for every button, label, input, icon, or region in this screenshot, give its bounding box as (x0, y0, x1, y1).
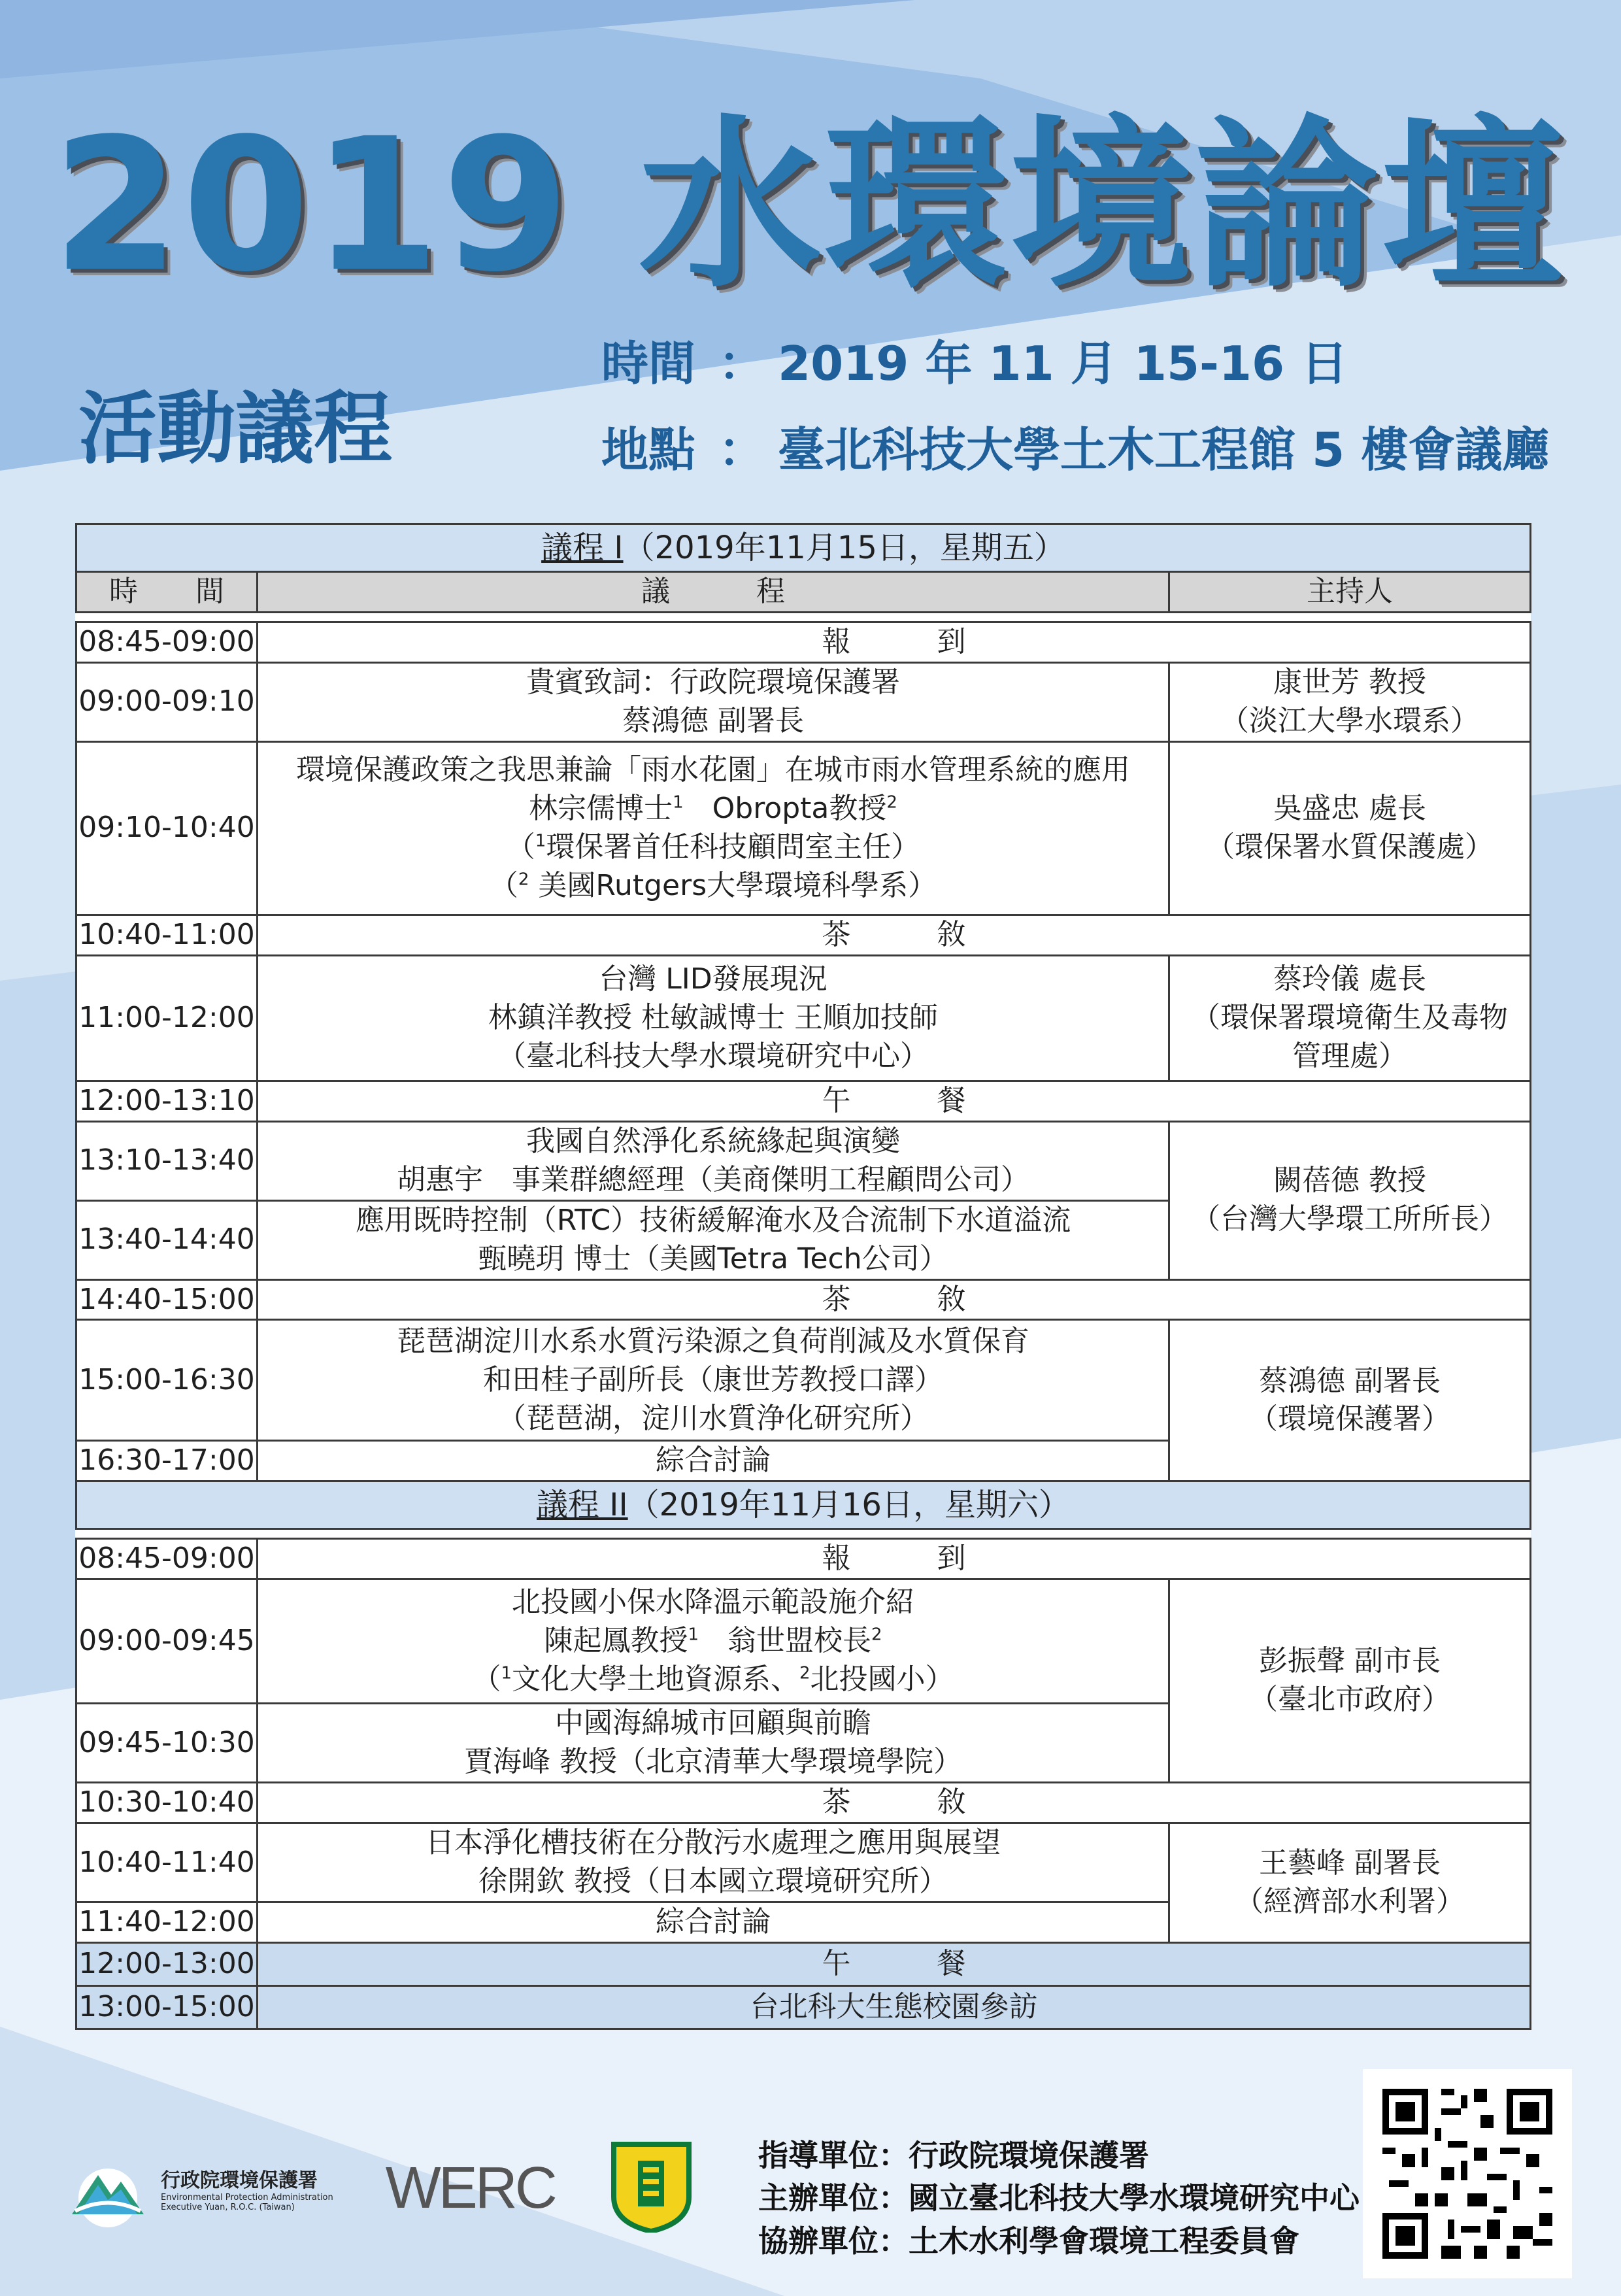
time-cell: 08:45-09:00 (76, 622, 258, 662)
time-cell: 11:00-12:00 (76, 955, 258, 1081)
shield-icon (610, 2141, 692, 2233)
col-header-agenda: 議 程 (258, 572, 1169, 613)
page-title: 2019 水環境論壇 (52, 99, 1567, 312)
agenda-line: 我國自然淨化系統緣起與演變 (526, 1124, 900, 1158)
speaker-1: 林宗儒博士 (529, 791, 673, 825)
org-co-host: 協辦單位：土木水利學會環境工程委員會 (758, 2223, 1299, 2259)
speaker-1: 陳起鳳教授 (544, 1624, 688, 1658)
time-cell: 10:40-11:40 (76, 1823, 258, 1902)
host-name: 康世芳 教授 (1273, 665, 1426, 699)
host-cell (1169, 1121, 1531, 1279)
time-cell: 15:00-16:30 (76, 1320, 258, 1441)
time-cell: 13:00-15:00 (76, 1986, 258, 2029)
agenda-line: （琵琶湖，淀川水質浄化研究所） (497, 1401, 929, 1435)
host-cell (1169, 1579, 1531, 1783)
host-name: 彭振聲 副市長 (1259, 1644, 1441, 1678)
agenda-line: 陳起鳳教授$^1$ 翁世盟校長$^2$ (544, 1624, 882, 1658)
time-cell: 16:30-17:00 (76, 1441, 258, 1481)
host-org: （淡江大學水環系） (1220, 703, 1479, 737)
agenda-line: 中國海綿城市回顧與前瞻 (555, 1706, 871, 1740)
host-org: 管理處） (1292, 1039, 1407, 1073)
time-cell: 14:40-15:00 (76, 1279, 258, 1320)
host-org: （台灣大學環工所所長） (1192, 1202, 1508, 1236)
table-row (76, 1320, 1531, 1441)
agenda-cell: 茶 敘 (258, 1783, 1531, 1823)
time-cell: 09:00-09:45 (76, 1579, 258, 1704)
agenda-line: 貴賓致詞：行政院環境保護署 (526, 665, 900, 699)
table-row (76, 622, 1531, 662)
agenda-cell (258, 955, 1169, 1081)
table-row (76, 1579, 1531, 1704)
logo-row (59, 2141, 692, 2235)
civil-society-logo (610, 2141, 692, 2235)
day2-section-row (76, 1481, 1531, 1529)
agenda-line: 林宗儒博士$^1$ Obropta教授$^2$ (529, 791, 897, 825)
time-cell: 09:10-10:40 (76, 741, 258, 915)
table-row (76, 662, 1531, 741)
affiliation-2: 北投國小） (810, 1663, 954, 1697)
agenda-cell (258, 1121, 1169, 1200)
agenda-line: （$^1$文化大學土地資源系、$^2$北投國小） (472, 1663, 954, 1697)
table-row (76, 955, 1531, 1081)
host-cell (1169, 741, 1531, 915)
table-row (76, 1943, 1531, 1986)
host-cell (1169, 955, 1531, 1081)
day2-title-prefix: 議程 II (537, 1487, 628, 1524)
affiliation-1: 文化大學土地資源系、 (512, 1663, 799, 1697)
organizers (758, 2135, 1360, 2263)
host-name: 吳盛忠 處長 (1273, 791, 1426, 825)
host-name: 王藝峰 副署長 (1259, 1846, 1441, 1880)
time-cell: 10:30-10:40 (76, 1783, 258, 1823)
gap-row (76, 1529, 1531, 1539)
host-cell (1169, 1320, 1531, 1481)
table-row (76, 1823, 1531, 1902)
epa-name-en2: Executive Yuan, R.O.C. (Taiwan) (161, 2203, 295, 2212)
affiliation-1: 環保署首任科技顧問室主任） (546, 830, 920, 864)
org-host: 主辦單位：國立臺北科技大學水環境研究中心 (758, 2180, 1360, 2216)
agenda-line: 甄曉玥 博士（美國Tetra Tech公司） (478, 1241, 948, 1275)
table-row (76, 1081, 1531, 1121)
agenda-cell (258, 1579, 1169, 1704)
epa-mountain-icon (59, 2149, 157, 2227)
day1-section-row (76, 524, 1531, 572)
org-guide: 指導單位：行政院環境保護署 (758, 2138, 1149, 2173)
agenda-line: 環境保護政策之我思兼論「雨水花園」在城市雨水管理系統的應用 (296, 752, 1130, 786)
epa-name-cn: 行政院環境保護署 (161, 2169, 318, 2192)
agenda-cell: 午 餐 (258, 1081, 1531, 1121)
schedule-panel (75, 523, 1529, 2024)
qr-code[interactable] (1363, 2069, 1572, 2278)
agenda-cell: 午 餐 (258, 1943, 1531, 1986)
host-name: 闕蓓德 教授 (1273, 1164, 1426, 1198)
place-label: 地點 (601, 422, 696, 477)
affiliation-2: 美國Rutgers大學環境科學系） (529, 868, 937, 902)
time-value: 2019 年 11 月 15-16 日 (778, 336, 1348, 391)
agenda-cell: 茶 敘 (258, 1279, 1531, 1320)
host-org: （臺北市政府） (1249, 1683, 1450, 1717)
agenda-cell: 台北科大生態校園參訪 (258, 1986, 1531, 2029)
table-header-row (76, 572, 1531, 613)
agenda-line: 日本淨化槽技術在分散污水處理之應用與展望 (426, 1826, 1001, 1860)
speaker-2: Obropta教授 (712, 791, 887, 825)
agenda-line: 和田桂子副所長（康世芳教授口譯） (483, 1363, 943, 1396)
host-name: 蔡玲儀 處長 (1273, 962, 1426, 996)
event-info (601, 336, 1550, 513)
time-cell: 12:00-13:10 (76, 1081, 258, 1121)
agenda-cell (258, 1704, 1169, 1783)
agenda-line: 徐開欽 教授（日本國立環境研究所） (478, 1865, 948, 1899)
agenda-table (75, 523, 1531, 2030)
col-header-time: 時 間 (76, 572, 258, 613)
agenda-line: （臺北科技大學水環境研究中心） (497, 1039, 929, 1073)
agenda-line: （$^1$環保署首任科技顧問室主任） (506, 830, 920, 864)
agenda-cell: 報 到 (258, 622, 1531, 662)
place-value: 臺北科技大學土木工程館 5 樓會議廳 (778, 422, 1550, 477)
agenda-line: （$^2$ 美國Rutgers大學環境科學系） (489, 868, 937, 902)
agenda-line: 蔡鴻德 副署長 (622, 703, 804, 737)
agenda-cell (258, 662, 1169, 741)
agenda-cell (258, 1200, 1169, 1279)
time-cell: 12:00-13:00 (76, 1943, 258, 1986)
qr-code-icon (1382, 2089, 1552, 2259)
table-row (76, 1121, 1531, 1200)
agenda-line: 台灣 LID發展現況 (599, 962, 827, 996)
time-cell: 13:10-13:40 (76, 1121, 258, 1200)
table-row (76, 1279, 1531, 1320)
table-row (76, 741, 1531, 915)
table-row (76, 915, 1531, 955)
host-cell (1169, 662, 1531, 741)
time-cell: 09:00-09:10 (76, 662, 258, 741)
time-colon: ： (718, 336, 765, 391)
agenda-line: 北投國小保水降溫示範設施介紹 (512, 1585, 914, 1619)
agenda-line: 琵琶湖淀川水系水質污染源之負荷削減及水質保育 (397, 1325, 1029, 1359)
table-row (76, 1539, 1531, 1579)
place-colon: ： (718, 422, 765, 477)
time-cell: 09:45-10:30 (76, 1704, 258, 1783)
agenda-cell: 茶 敘 (258, 915, 1531, 955)
host-org: （環境保護署） (1249, 1402, 1450, 1436)
day2-section-title (76, 1481, 1531, 1529)
day1-section-title (76, 524, 1531, 572)
agenda-cell: 報 到 (258, 1539, 1531, 1579)
host-name: 蔡鴻德 副署長 (1259, 1364, 1441, 1398)
day2-title-rest: （2019年11月16日，星期六） (627, 1487, 1070, 1524)
col-header-host: 主持人 (1169, 572, 1531, 613)
place-row (601, 422, 1550, 477)
time-cell: 08:45-09:00 (76, 1539, 258, 1579)
time-cell: 13:40-14:40 (76, 1200, 258, 1279)
time-label: 時間 (601, 336, 696, 391)
werc-logo: WERC (385, 2155, 555, 2221)
agenda-cell: 綜合討論 (258, 1902, 1169, 1943)
host-org: （經濟部水利署） (1235, 1885, 1465, 1919)
table-row (76, 1783, 1531, 1823)
agenda-subtitle: 活動議程 (78, 384, 392, 475)
agenda-cell: 綜合討論 (258, 1441, 1169, 1481)
agenda-cell (258, 1823, 1169, 1902)
agenda-cell (258, 741, 1169, 915)
agenda-line: 林鎮洋教授 杜敏誠博士 王順加技師 (488, 1000, 938, 1034)
epa-logo (59, 2149, 333, 2227)
speaker-2: 翁世盟校長 (727, 1624, 871, 1658)
host-org: （環保署水質保護處） (1206, 830, 1494, 864)
host-org: （環保署環境衛生及毒物 (1192, 1000, 1508, 1034)
time-cell: 10:40-11:00 (76, 915, 258, 955)
epa-name-en1: Environmental Protection Administration (161, 2193, 333, 2203)
table-row (76, 1986, 1531, 2029)
host-cell (1169, 1823, 1531, 1943)
agenda-line: 賈海峰 教授（北京清華大學環境學院） (464, 1745, 962, 1779)
day1-title-prefix: 議程 I (541, 529, 624, 566)
agenda-line: 胡惠宇 事業群總經理（美商傑明工程顧問公司） (397, 1162, 1029, 1196)
agenda-line: 應用既時控制（RTC）技術緩解淹水及合流制下水道溢流 (355, 1203, 1071, 1237)
day1-title-rest: （2019年11月15日，星期五） (623, 529, 1065, 566)
time-row (601, 336, 1549, 391)
gap-row (76, 612, 1531, 622)
agenda-cell (258, 1320, 1169, 1441)
time-cell: 11:40-12:00 (76, 1902, 258, 1943)
